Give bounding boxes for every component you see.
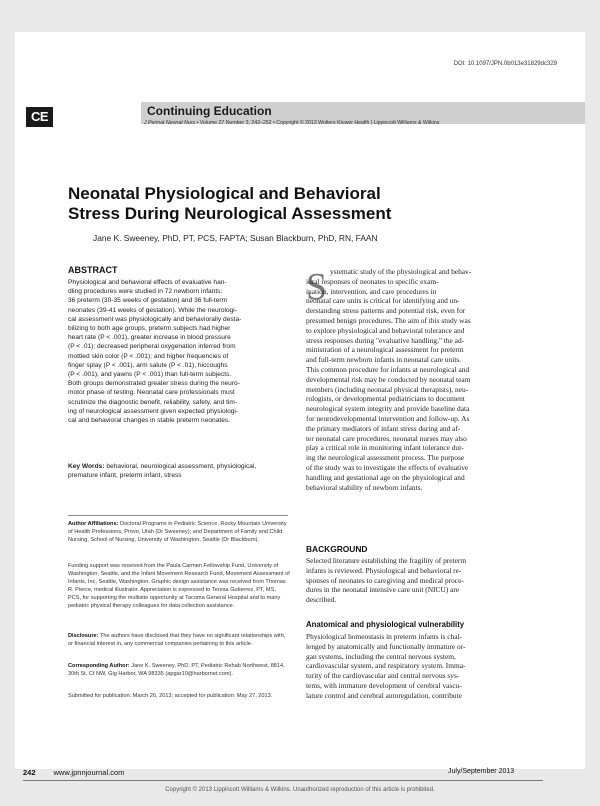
subsection-text: Physiological homeostasis in preterm infants is chal- lenged by anatomically and functionally immature or- gan systems, including the central nervous system, cardiovascular system, and respiratory system. Imma- turity of the cardiovascular and central nervous sys- tems, with immature development of cerebral vascu- lature control and cerebral autoregulation, contribute [306, 632, 466, 700]
affiliations-label: Author Affiliations: [68, 521, 119, 527]
affiliations-text: Doctoral Programs in Pediatric Science, Rocky Mountain University of Health Professions, Provo, Utah (Dr Sweeney); and Department of Family and Child Nursing, School of Nursing, University of Washington, Seattle (Dr Blackburn). [68, 521, 287, 543]
subsection-heading: Anatomical and physiological vulnerability [306, 620, 465, 629]
article-title [68, 184, 568, 224]
disclosure-label: Disclosure: [68, 633, 99, 639]
citation-journal: J Perinat Neonat Nurs [144, 120, 196, 126]
funding-note: Funding support was received from the Paula Carmen Fellowship Fund, University of Washington, Seattle, and the Infant Movement Research Fund, Movement Assessment of Infants, Inc, Seattle, Washington. Graphic design assistance was received from Thomas R. Pierce, medical illustrator. Appreciation is expressed to Teresa Gutierrez, PT, MS, PCS, for supporting the multisite opportunity at Tacoma General Hospital and to many pediatric physical therapy colleagues for data collection assistance. [68, 563, 290, 609]
article-page [15, 32, 585, 769]
copyright-notice: Copyright © 2013 Lippincott Williams & Wilkins. Unauthorized reproduction of this article is prohibited. [165, 787, 435, 793]
footer-rule [23, 780, 543, 781]
keywords-label: Key Words: [68, 463, 105, 470]
intro-paragraph: ystematic study of the physiological and behav- ioral responses of neonates to specific exam- ination, intervention, and care procedures in neonatal care units is critical for identifying and un- derstanding stress patterns and potential risk, even for presumed benign procedures. The aim of this study was to explore physiological and behavioral tolerance and stress responses during "evaluative handling," the ad- ministration of a neurological assessment for preterm and full-term newborn infants in neonatal care units. This common procedure for infants at neurological and developmental risk may be conducted by neonatal team members (including neonatal physical therapists), neu- rologists, or developmental pediatricians to document neurological system integrity and provide baseline data for neurodevelopmental intervention and follow-up. As the primary mediators of infant stress during and af- ter neonatal care procedures, neonatal nurses may also play a critical role in monitoring infant tolerance dur- ing the neurological assessment process. The purpose of the study was to investigate the effects of evaluative handling and gestational age on the physiological and behavioral stability of newborn infants. [306, 267, 472, 492]
ce-badge: CE [26, 107, 53, 127]
intro-text [306, 267, 537, 492]
issue-date: July/September 2013 [448, 768, 515, 775]
disclosure-note [68, 632, 290, 648]
notes-divider [68, 515, 288, 516]
corresponding-text: Jane K. Sweeney, PhD, PT, Pediatric Rehab Northwest, 8814, 30th St, Ct NW, Gig Harbor, WA 98335 (apgar10@harbornet.com). [68, 663, 285, 677]
abstract-heading: ABSTRACT [68, 265, 118, 275]
abstract-text: Physiological and behavioral effects of evaluative han- dling procedures were studied in 72 newborn infants: 36 preterm (30-35 weeks of gestation) and 36 full-term neonates (39-41 weeks of gestation). While the neurologi- cal assessment was physiologically and behaviorally desta- bilizing to both age groups, preterm subjects had higher heart rate (P < .001), greater increase in blood pressure (P < .01); decreased peripheral oxygenation inferred from mottled skin color (P < .001); and higher frequencies of finger splay (P < .001), arm salute (P < .01), hiccoughs (P < .001), and yawns (P < .001) than full-term subjects. Both groups demonstrated greater stress during the neuro- motor phase of testing. Neonatal care professionals must scrutinize the diagnostic benefit, reliability, safety, and tim- ing of neurological assessment given expected physiologi- cal and behavioral changes in stable preterm neonates. [68, 279, 242, 425]
section-label: Continuing Education [147, 104, 272, 118]
citation-details: • Volume 27 Number 3, 242–252 • Copyright © 2013 Wolters Kluwer Health | Lippincott Williams & Wilkins [195, 120, 440, 126]
corresponding-author [68, 662, 290, 678]
title-line-2: Stress During Neurological Assessment [68, 204, 392, 223]
background-text: Selected literature establishing the fragility of preterm infants is reviewed. Physiological and behavioral re- sponses of neonates to caregiving and medical proce- dures in the neonatal intensive care unit (NICU) are described. [306, 556, 467, 605]
background-heading: BACKGROUND [306, 544, 368, 554]
keywords [68, 462, 288, 480]
authors: Jane K. Sweeney, PhD, PT, PCS, FAPTA; Susan Blackburn, PhD, RN, FAAN [93, 233, 378, 243]
keywords-text: behavioral, neurological assessment, physiological, premature infant, preterm infant, stress [68, 463, 257, 480]
submission-dates: Submitted for publication: March 26, 2013; accepted for publication: May 27, 2013. [68, 693, 273, 699]
doi: DOI: 10.1097/JPN.0b013e31829dc329 [453, 61, 557, 67]
corresponding-label: Corresponding Author: [68, 663, 130, 669]
author-affiliations [68, 520, 290, 544]
journal-website: www.jpnnjournal.com [53, 768, 125, 777]
drop-cap: S [306, 266, 328, 308]
disclosure-text: The authors have disclosed that they have no significant relationships with, or financial interest in, any commercial companies pertaining to this article. [68, 633, 286, 647]
citation [144, 120, 439, 126]
title-line-1: Neonatal Physiological and Behavioral [68, 184, 381, 203]
page-number: 242 [23, 768, 36, 777]
page-footer-left [23, 768, 124, 777]
